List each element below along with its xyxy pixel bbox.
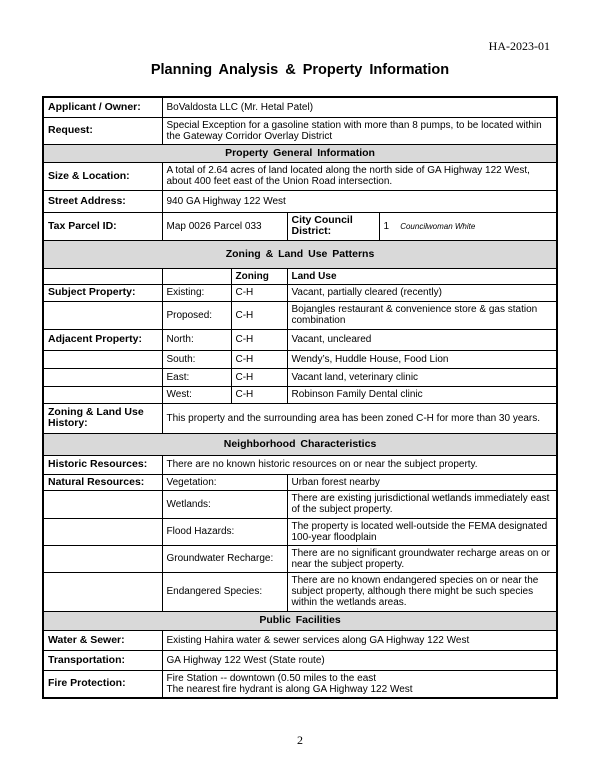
adjacent-west-row [43, 386, 557, 403]
zoning-code: C-H [231, 284, 287, 301]
historic-resources-label: Historic Resources: [43, 455, 162, 474]
tax-parcel-label: Tax Parcel ID: [43, 212, 162, 240]
historic-resources-row [43, 455, 557, 474]
natural-resource-value: Urban forest nearby [287, 474, 557, 490]
direction-label: West: [162, 386, 231, 403]
request-value: Special Exception for a gasoline station with more than 8 pumps, to be located within the Gateway Corridor Overlay District [162, 117, 557, 144]
property-info-table [42, 96, 558, 699]
natural-resource-value: There are existing jurisdictional wetlands immediately east of the subject property. [287, 490, 557, 518]
zoning-code: C-H [231, 350, 287, 368]
tax-parcel-row [43, 212, 557, 240]
adjacent-east-row [43, 368, 557, 386]
fire-protection-value [162, 670, 557, 698]
street-address-value: 940 GA Highway 122 West [162, 190, 557, 212]
natural-resource-name: Vegetation: [162, 474, 287, 490]
natural-resource-value: The property is located well-outside the FEMA designated 100-year floodplain [287, 518, 557, 545]
natural-resource-value: There are no significant groundwater recharge areas on or near the subject property. [287, 545, 557, 572]
water-sewer-row [43, 630, 557, 650]
applicant-label: Applicant / Owner: [43, 97, 162, 117]
land-use-value: Robinson Family Dental clinic [287, 386, 557, 403]
street-address-label: Street Address: [43, 190, 162, 212]
natural-endangered-row [43, 572, 557, 611]
land-use-column-header: Land Use [287, 268, 557, 284]
adjacent-south-row [43, 350, 557, 368]
natural-wetlands-row [43, 490, 557, 518]
page-title: Planning Analysis & Property Information [150, 62, 450, 78]
natural-flood-row [43, 518, 557, 545]
page-number: 2 [297, 733, 303, 747]
subject-proposed-row [43, 301, 557, 329]
land-use-value: Wendy’s, Huddle House, Food Lion [287, 350, 557, 368]
fire-protection-label: Fire Protection: [43, 670, 162, 698]
natural-resource-name: Endangered Species: [162, 572, 287, 611]
section-heading-neighborhood: Neighborhood Characteristics [43, 433, 557, 455]
transportation-label: Transportation: [43, 650, 162, 670]
direction-label: East: [162, 368, 231, 386]
direction-label: North: [162, 329, 231, 350]
zoning-history-label: Zoning & Land Use History: [43, 403, 162, 433]
natural-resource-name: Groundwater Recharge: [162, 545, 287, 572]
zoning-code: C-H [231, 386, 287, 403]
street-address-row [43, 190, 557, 212]
natural-resource-value: There are no known endangered species on or near the subject property, although there might be such species within the wetlands areas. [287, 572, 557, 611]
land-use-value: Vacant land, veterinary clinic [287, 368, 557, 386]
zoning-code: C-H [231, 329, 287, 350]
zoning-code: C-H [231, 301, 287, 329]
land-use-value: Vacant, partially cleared (recently) [287, 284, 557, 301]
request-label: Request: [43, 117, 162, 144]
natural-groundwater-row [43, 545, 557, 572]
water-sewer-label: Water & Sewer: [43, 630, 162, 650]
natural-vegetation-row [43, 474, 557, 490]
request-row [43, 117, 557, 144]
direction-label: South: [162, 350, 231, 368]
council-district-number: 1 [383, 220, 390, 232]
council-district-label: City Council District: [287, 212, 379, 240]
zoning-history-row [43, 403, 557, 433]
zoning-code: C-H [231, 368, 287, 386]
transportation-row [43, 650, 557, 670]
historic-resources-value: There are no known historic resources on or near the subject property. [162, 455, 557, 474]
fire-protection-row [43, 670, 557, 698]
land-use-value: Bojangles restaurant & convenience store & gas station combination [287, 301, 557, 329]
council-district-value [379, 212, 557, 240]
applicant-value: BoValdosta LLC (Mr. Hetal Patel) [162, 97, 557, 117]
natural-resource-name: Flood Hazards: [162, 518, 287, 545]
natural-resources-label: Natural Resources: [43, 474, 162, 490]
applicant-row [43, 97, 557, 117]
natural-resource-name: Wetlands: [162, 490, 287, 518]
direction-label: Existing: [162, 284, 231, 301]
section-heading-public: Public Facilities [43, 611, 557, 630]
tax-parcel-value: Map 0026 Parcel 033 [162, 212, 287, 240]
subject-existing-row [43, 284, 557, 301]
size-location-row [43, 162, 557, 190]
zoning-history-value: This property and the surrounding area has been zoned C-H for more than 30 years. [162, 403, 557, 433]
size-location-label: Size & Location: [43, 162, 162, 190]
fire-hydrant-text: The nearest fire hydrant is along GA Highway 122 West [166, 683, 413, 695]
fire-station-text: Fire Station -- downtown (0.50 miles to the east [166, 672, 377, 684]
water-sewer-value: Existing Hahira water & sewer services along GA Highway 122 West [162, 630, 557, 650]
transportation-value: GA Highway 122 West (State route) [162, 650, 557, 670]
zoning-column-header: Zoning [231, 268, 287, 284]
land-use-value: Vacant, uncleared [287, 329, 557, 350]
zoning-header-row [43, 268, 557, 284]
council-member: Councilwoman White [400, 221, 476, 231]
case-number: HA-2023-01 [488, 39, 550, 53]
adjacent-north-row [43, 329, 557, 350]
direction-label: Proposed: [162, 301, 231, 329]
section-heading-zoning: Zoning & Land Use Patterns [43, 240, 557, 268]
section-heading-general: Property General Information [43, 144, 557, 162]
adjacent-property-label: Adjacent Property: [43, 329, 162, 350]
size-location-value: A total of 2.64 acres of land located along the north side of GA Highway 122 West, about 400 feet east of the Union Road intersection. [162, 162, 557, 190]
subject-property-label: Subject Property: [43, 284, 162, 301]
